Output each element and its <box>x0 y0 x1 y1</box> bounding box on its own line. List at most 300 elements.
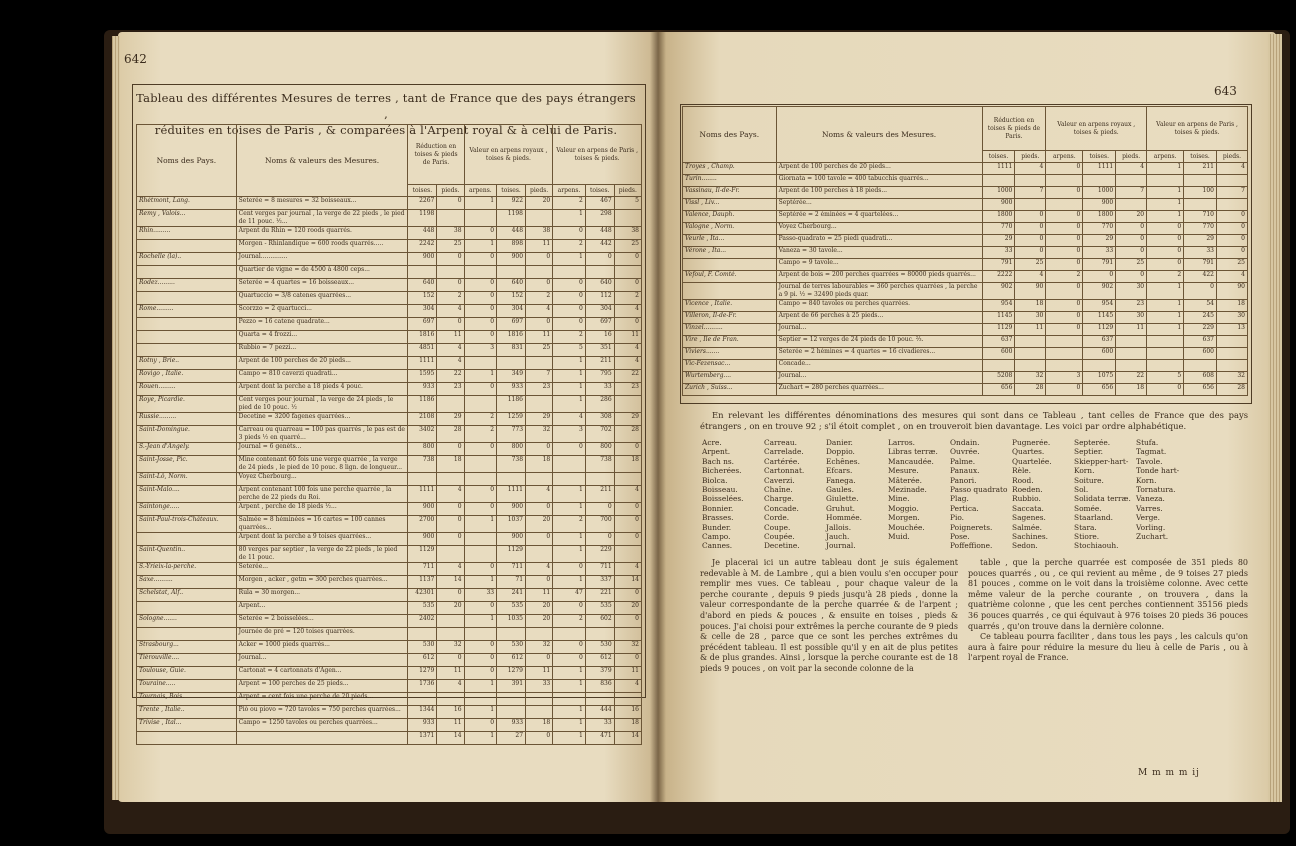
value-cell: 902 <box>982 283 1015 300</box>
title-line-1: Tableau des différentes Mesures de terres , tant de France que des pays étrangers , <box>136 91 636 121</box>
measure-name: Mesure. <box>888 466 919 476</box>
value-cell: 773 <box>497 426 526 443</box>
value-cell: 697 <box>408 318 437 331</box>
table-row <box>137 576 642 589</box>
table-row <box>137 426 642 443</box>
value-cell: 1 <box>553 383 586 396</box>
title-line-2: réduites en toises de Paris , & comparées à l'Arpent royal & à celui de Paris. <box>154 123 618 137</box>
value-cell: 28 <box>614 426 641 443</box>
value-cell <box>614 693 641 706</box>
value-cell: 1129 <box>408 546 437 563</box>
value-cell <box>1116 175 1147 187</box>
value-cell: 1 <box>553 732 586 745</box>
value-cell <box>408 628 437 641</box>
value-cell: 1 <box>553 210 586 227</box>
country-cell: Vire , Ile de Fran. <box>683 336 777 348</box>
value-cell: 0 <box>553 318 586 331</box>
value-cell: 800 <box>408 443 437 456</box>
page-edges-right <box>1268 34 1282 802</box>
subheader: pieds. <box>1216 151 1247 163</box>
value-cell <box>408 693 437 706</box>
value-cell: 1 <box>464 370 497 383</box>
value-cell: 20 <box>526 516 553 533</box>
page-edges-left <box>112 36 120 800</box>
measure-cell: Campo = 810 caverzi quadrati... <box>236 370 408 383</box>
value-cell: 0 <box>1046 283 1083 300</box>
value-cell: 4 <box>437 305 464 318</box>
measure-name: Ouvrée. <box>950 447 980 457</box>
measure-name: Sagenes. <box>1012 513 1046 523</box>
country-cell: Vinzel.......... <box>683 324 777 336</box>
value-cell: 2242 <box>408 240 437 253</box>
value-cell: 211 <box>585 486 614 503</box>
value-cell: 100 <box>1184 187 1217 199</box>
value-cell <box>437 210 464 227</box>
value-cell: 1 <box>464 197 497 210</box>
value-cell: 1279 <box>408 667 437 680</box>
table-row <box>683 211 1248 223</box>
country-cell: Valence, Dauph. <box>683 211 777 223</box>
alphabetical-column <box>702 438 764 551</box>
value-cell: 33 <box>982 247 1015 259</box>
value-cell: 1344 <box>408 706 437 719</box>
value-cell: 90 <box>1015 283 1046 300</box>
measure-name: Coupe. <box>764 522 791 532</box>
table-row <box>137 396 642 413</box>
value-cell: 33 <box>526 680 553 693</box>
value-cell: 1 <box>464 732 497 745</box>
value-cell <box>1147 175 1184 187</box>
value-cell: 3 <box>553 426 586 443</box>
value-cell <box>1147 336 1184 348</box>
value-cell: 2 <box>437 292 464 305</box>
measure-cell: Arpent de 100 perches à 18 pieds... <box>776 187 982 199</box>
value-cell: 0 <box>614 443 641 456</box>
table-row <box>683 199 1248 211</box>
value-cell: 1 <box>464 680 497 693</box>
measure-cell: Arpent = cent fois une perche de 20 pieds... <box>236 693 408 706</box>
value-cell: 1198 <box>408 210 437 227</box>
measure-name: Boisseau. <box>702 485 738 495</box>
measure-cell: Septérée = 2 éminées = 4 quartelées... <box>776 211 982 223</box>
value-cell: 900 <box>497 533 526 546</box>
value-cell: 152 <box>497 292 526 305</box>
value-cell: 2 <box>553 615 586 628</box>
value-cell: 0 <box>1116 223 1147 235</box>
value-cell: 4 <box>526 563 553 576</box>
value-cell: 1111 <box>982 163 1015 175</box>
measure-cell: Journal.............. <box>236 253 408 266</box>
measure-name: Ondain. <box>950 438 980 447</box>
measure-cell: Cartonat = 4 cartonnats d'Agen... <box>236 667 408 680</box>
measure-name: Soiture. <box>1074 475 1104 485</box>
table-row <box>137 318 642 331</box>
value-cell: 0 <box>464 383 497 396</box>
country-cell <box>137 292 237 305</box>
value-cell <box>553 693 586 706</box>
measure-cell: Quartuccio = 3/8 catenes quarrées... <box>236 292 408 305</box>
measure-cell: Arpent = 100 perches de 25 pieds... <box>236 680 408 693</box>
value-cell <box>437 546 464 563</box>
table-row <box>137 279 642 292</box>
value-cell: 23 <box>1116 300 1147 312</box>
value-cell: 0 <box>464 318 497 331</box>
value-cell: 444 <box>585 706 614 719</box>
value-cell <box>1216 175 1247 187</box>
value-cell: 2 <box>553 516 586 533</box>
measure-name: Muid. <box>888 532 910 542</box>
value-cell: 23 <box>614 383 641 396</box>
value-cell: 25 <box>526 344 553 357</box>
value-cell: 4 <box>1216 163 1247 175</box>
table-row <box>137 331 642 344</box>
value-cell: 1129 <box>497 546 526 563</box>
value-cell: 245 <box>1184 312 1217 324</box>
value-cell: 0 <box>1046 235 1083 247</box>
table-row <box>137 383 642 396</box>
value-cell: 25 <box>1216 259 1247 271</box>
header-noms: Noms & valeurs des Mesures. <box>776 107 982 163</box>
value-cell: 4 <box>614 344 641 357</box>
country-cell: Saint-Paul-trois-Châteaux. <box>137 516 237 533</box>
value-cell: 1 <box>553 719 586 732</box>
value-cell: 0 <box>1216 247 1247 259</box>
measure-name: Boisselées. <box>702 494 744 504</box>
header-royaux: Valeur en arpens royaux , toises & pieds. <box>1046 107 1147 151</box>
value-cell: 637 <box>982 336 1015 348</box>
value-cell: 612 <box>585 654 614 667</box>
value-cell: 14 <box>437 732 464 745</box>
measure-name: Pertica. <box>950 503 979 513</box>
value-cell <box>1015 360 1046 372</box>
value-cell <box>1046 175 1083 187</box>
value-cell: 211 <box>585 357 614 370</box>
measures-table-left <box>136 124 642 745</box>
country-cell: Troyes , Champ. <box>683 163 777 175</box>
country-cell: Touraine..... <box>137 680 237 693</box>
table-row <box>137 305 642 318</box>
measure-name: Pio. <box>950 513 965 523</box>
measure-name: Decetine. <box>764 541 800 551</box>
value-cell: 29 <box>1184 235 1217 247</box>
subheader: pieds. <box>1116 151 1147 163</box>
country-cell: Tièrouville.... <box>137 654 237 667</box>
value-cell: 702 <box>585 426 614 443</box>
header-noms: Noms & valeurs des Mesures. <box>236 125 408 197</box>
measure-name: Sedon. <box>1012 541 1038 551</box>
value-cell: 30 <box>1116 312 1147 324</box>
value-cell: 32 <box>526 641 553 654</box>
measure-cell: Arpent... <box>236 602 408 615</box>
measure-cell: Arpent dont la perche a 18 pieds 4 pouc. <box>236 383 408 396</box>
value-cell: 900 <box>497 503 526 516</box>
header-royaux: Valeur en arpens royaux , toises & pieds. <box>464 125 553 185</box>
value-cell <box>1015 175 1046 187</box>
measure-name: Vorling. <box>1136 522 1166 532</box>
value-cell <box>982 360 1015 372</box>
value-cell: 1 <box>1147 312 1184 324</box>
measure-name: Skiepper-hart- <box>1074 456 1129 466</box>
value-cell: 0 <box>1046 384 1083 396</box>
table-row <box>137 344 642 357</box>
table-body <box>137 197 642 745</box>
value-cell: 38 <box>526 227 553 240</box>
measure-name: Bach ns. <box>702 456 734 466</box>
country-cell: Villeron, Il-de-Fr. <box>683 312 777 324</box>
country-cell: Trente , Italie.. <box>137 706 237 719</box>
measure-cell: Journal de terres labourables = 360 perches quarrées , la perche a 9 pi. ½ = 32490 pieds quar. <box>776 283 982 300</box>
value-cell: 656 <box>1184 384 1217 396</box>
intro-paragraph <box>700 410 1248 432</box>
value-cell <box>585 693 614 706</box>
value-cell: 0 <box>526 443 553 456</box>
value-cell: 38 <box>437 227 464 240</box>
value-cell: 304 <box>585 305 614 318</box>
measure-name: Tagmat. <box>1136 447 1167 457</box>
value-cell: 933 <box>497 383 526 396</box>
value-cell: 22 <box>437 370 464 383</box>
measure-cell: 80 verges par septier , la verge de 22 pieds , le pied de 11 pouc. <box>236 546 408 563</box>
measure-name: Cartonnat. <box>764 466 805 476</box>
measure-cell: Acker = 1000 pieds quarrés... <box>236 641 408 654</box>
value-cell: 4 <box>437 680 464 693</box>
value-cell: 0 <box>1046 300 1083 312</box>
value-cell <box>526 210 553 227</box>
value-cell <box>1015 199 1046 211</box>
value-cell <box>553 473 586 486</box>
table-row <box>683 187 1248 199</box>
table-row <box>137 602 642 615</box>
measure-name: Mâterée. <box>888 475 922 485</box>
value-cell: 11 <box>437 331 464 344</box>
value-cell: 0 <box>553 305 586 318</box>
value-cell: 0 <box>526 253 553 266</box>
table-row <box>137 456 642 473</box>
value-cell: 7 <box>1216 187 1247 199</box>
value-cell <box>464 546 497 563</box>
table-row <box>137 719 642 732</box>
value-cell: 25 <box>437 240 464 253</box>
value-cell: 1 <box>553 253 586 266</box>
value-cell <box>614 266 641 279</box>
value-cell <box>1116 199 1147 211</box>
value-cell <box>464 456 497 473</box>
value-cell: 1 <box>1147 324 1184 336</box>
measure-cell: Seterée = 2 boisselées... <box>236 615 408 628</box>
value-cell: 32 <box>614 641 641 654</box>
table-row <box>683 271 1248 283</box>
table-body <box>683 163 1248 396</box>
measure-name: Korn. <box>1074 466 1095 476</box>
value-cell: 0 <box>585 253 614 266</box>
value-cell: 11 <box>1015 324 1046 336</box>
measure-name: Plag. <box>950 494 969 504</box>
measure-name: Brasses. <box>702 513 734 523</box>
measure-name: Echênes. <box>826 456 860 466</box>
value-cell: 1816 <box>497 331 526 344</box>
value-cell: 738 <box>585 456 614 473</box>
measure-name: Larros. <box>888 438 915 447</box>
value-cell: 2 <box>464 413 497 426</box>
value-cell: 0 <box>464 563 497 576</box>
table-row <box>683 360 1248 372</box>
value-cell <box>526 396 553 413</box>
value-cell: 0 <box>526 533 553 546</box>
value-cell: 18 <box>1116 384 1147 396</box>
measure-name: Corde. <box>764 513 790 523</box>
value-cell: 4 <box>614 305 641 318</box>
subheader: toises. <box>1184 151 1217 163</box>
value-cell: 29 <box>614 413 641 426</box>
measure-name: Mine. <box>888 494 910 504</box>
value-cell: 0 <box>553 641 586 654</box>
value-cell: 0 <box>614 589 641 602</box>
value-cell: 0 <box>464 486 497 503</box>
value-cell <box>614 628 641 641</box>
value-cell: 20 <box>526 615 553 628</box>
value-cell: 0 <box>526 576 553 589</box>
value-cell: 0 <box>553 563 586 576</box>
measure-name: Campo. <box>702 532 731 542</box>
value-cell: 0 <box>1147 235 1184 247</box>
table-row <box>137 240 642 253</box>
value-cell: 900 <box>408 503 437 516</box>
value-cell: 0 <box>553 602 586 615</box>
value-cell: 0 <box>1015 223 1046 235</box>
table-row <box>683 223 1248 235</box>
value-cell: 2 <box>464 426 497 443</box>
value-cell: 656 <box>982 384 1015 396</box>
value-cell: 448 <box>585 227 614 240</box>
value-cell: 4 <box>437 344 464 357</box>
value-cell: 0 <box>1116 235 1147 247</box>
measure-name: Giulette. <box>826 494 859 504</box>
measure-cell: Decetine = 3200 fagenes quarrées... <box>236 413 408 426</box>
subheader: pieds. <box>437 185 464 197</box>
measure-name: Moggio. <box>888 503 919 513</box>
value-cell: 13 <box>1216 324 1247 336</box>
value-cell: 0 <box>1147 384 1184 396</box>
value-cell: 0 <box>526 279 553 292</box>
value-cell <box>464 628 497 641</box>
table-row <box>683 259 1248 271</box>
value-cell <box>437 266 464 279</box>
country-cell: Vefoul, F. Comté. <box>683 271 777 283</box>
table-row <box>137 546 642 563</box>
value-cell: 0 <box>437 654 464 667</box>
country-cell: Turin........ <box>683 175 777 187</box>
value-cell <box>408 473 437 486</box>
measure-cell: Arpent , perche de 18 pieds ½... <box>236 503 408 516</box>
value-cell: 0 <box>614 279 641 292</box>
country-cell: Valogne , Norm. <box>683 223 777 235</box>
value-cell: 1 <box>553 680 586 693</box>
value-cell: 0 <box>464 641 497 654</box>
measure-name: Somée. <box>1074 503 1102 513</box>
value-cell: 0 <box>1046 259 1083 271</box>
value-cell <box>437 628 464 641</box>
measure-name: Tornatura. <box>1136 485 1176 495</box>
value-cell: 900 <box>1083 199 1116 211</box>
value-cell: 5 <box>614 197 641 210</box>
country-cell: Veurle , Ita... <box>683 235 777 247</box>
value-cell <box>1015 348 1046 360</box>
value-cell: 0 <box>1116 271 1147 283</box>
country-cell: Vissl , Liv... <box>683 199 777 211</box>
value-cell: 4 <box>614 680 641 693</box>
value-cell: 933 <box>408 383 437 396</box>
country-cell <box>683 259 777 271</box>
measure-name: Pose. <box>950 532 970 542</box>
value-cell: 954 <box>1083 300 1116 312</box>
value-cell: 0 <box>614 533 641 546</box>
value-cell: 90 <box>1216 283 1247 300</box>
value-cell: 28 <box>437 426 464 443</box>
table-row <box>137 197 642 210</box>
value-cell <box>1046 360 1083 372</box>
value-cell: 0 <box>464 305 497 318</box>
country-cell <box>137 266 237 279</box>
value-cell: 211 <box>1184 163 1217 175</box>
value-cell: 11 <box>1116 324 1147 336</box>
measure-name: Staarland. <box>1074 513 1113 523</box>
value-cell <box>1083 175 1116 187</box>
value-cell <box>1216 360 1247 372</box>
table-row <box>683 372 1248 384</box>
value-cell: 1 <box>464 706 497 719</box>
value-cell: 530 <box>585 641 614 654</box>
value-cell: 0 <box>1116 247 1147 259</box>
value-cell: 25 <box>1116 259 1147 271</box>
measure-name: Cartérée. <box>764 456 800 466</box>
value-cell: 20 <box>526 602 553 615</box>
value-cell: 4 <box>526 305 553 318</box>
value-cell: 697 <box>497 318 526 331</box>
value-cell: 11 <box>526 667 553 680</box>
value-cell <box>497 706 526 719</box>
subheader: pieds. <box>526 185 553 197</box>
measure-name: Zuchart. <box>1136 532 1169 542</box>
alphabetical-column <box>950 438 1012 551</box>
value-cell: 1 <box>464 615 497 628</box>
value-cell: 25 <box>614 240 641 253</box>
paragraph: Ce tableau pourra faciliter , dans tous les pays , les calculs qu'on aura à faire pour réduire la mesure du lieu à celle de Paris , ou à l'arpent royal de France. <box>968 632 1248 663</box>
value-cell: 0 <box>553 279 586 292</box>
country-cell: Remy , Valois... <box>137 210 237 227</box>
value-cell: 0 <box>585 503 614 516</box>
value-cell: 23 <box>526 383 553 396</box>
value-cell: 900 <box>408 253 437 266</box>
value-cell: 0 <box>1015 247 1046 259</box>
value-cell: 349 <box>497 370 526 383</box>
value-cell: 14 <box>614 732 641 745</box>
table-row <box>137 680 642 693</box>
table-row <box>137 693 642 706</box>
value-cell: 1186 <box>497 396 526 413</box>
table-row <box>683 348 1248 360</box>
measure-name: Carreau. <box>764 438 798 447</box>
value-cell: 1145 <box>982 312 1015 324</box>
value-cell: 0 <box>464 503 497 516</box>
value-cell <box>982 175 1015 187</box>
value-cell: 1145 <box>1083 312 1116 324</box>
measure-cell: Zuchart = 280 perches quarrées... <box>776 384 982 396</box>
value-cell: 18 <box>614 456 641 473</box>
value-cell: 1 <box>553 396 586 413</box>
value-cell: 902 <box>1083 283 1116 300</box>
measure-cell: Morgen , acker , getm = 300 perches quarrées... <box>236 576 408 589</box>
value-cell <box>1184 175 1217 187</box>
